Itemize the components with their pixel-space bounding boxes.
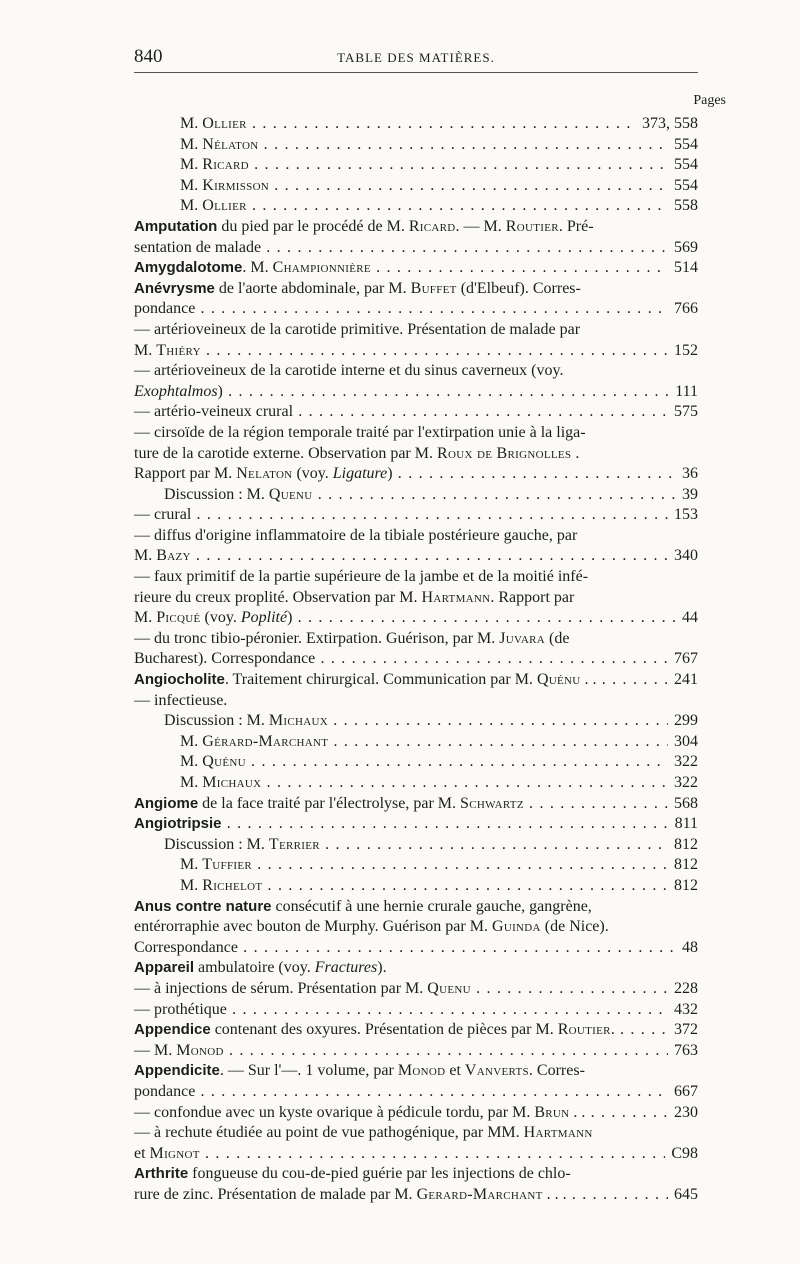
page-reference: 304 bbox=[668, 732, 698, 753]
author-name: Ollier bbox=[202, 197, 247, 215]
entry-text-segment: pondance bbox=[134, 1082, 196, 1100]
page-reference: 811 bbox=[669, 814, 698, 835]
page-reference: 812 bbox=[668, 855, 698, 876]
entry-keyword: Amygdalotome bbox=[134, 259, 243, 277]
entry-keyword: Angiotripsie bbox=[134, 815, 222, 833]
entry-text bbox=[134, 1145, 698, 1162]
entry-text-segment: ). bbox=[377, 959, 387, 977]
toc-entry bbox=[134, 1123, 698, 1144]
entry-text bbox=[134, 692, 227, 709]
entry-text-segment: — confondue avec un kyste ovarique à pédicule tordu, par M. bbox=[134, 1103, 535, 1121]
page-reference: 153 bbox=[668, 505, 698, 526]
entry-text bbox=[134, 218, 594, 235]
entry-text-segment: . Rapport par bbox=[490, 588, 575, 606]
page-reference: 228 bbox=[668, 979, 698, 1000]
toc-entry bbox=[134, 1020, 698, 1041]
page-reference: 48 bbox=[676, 938, 698, 959]
entry-text-segment: pondance bbox=[134, 300, 196, 318]
entry-text bbox=[180, 856, 698, 873]
toc-entry bbox=[134, 402, 698, 423]
entry-text-segment: M. bbox=[180, 856, 203, 874]
entry-text-segment: — artérioveineux de la carotide primitive. Présentation de malade par bbox=[134, 320, 581, 338]
toc-entry bbox=[134, 505, 698, 526]
entry-text bbox=[134, 239, 698, 256]
entry-text bbox=[134, 259, 698, 276]
entry-text bbox=[134, 939, 698, 956]
entry-text bbox=[134, 1042, 698, 1059]
entry-text bbox=[134, 1083, 698, 1100]
page-reference: 514 bbox=[668, 258, 698, 279]
toc-entry bbox=[134, 1082, 698, 1103]
entry-text-segment: . Traitement chirurgical. Communication par M. bbox=[224, 671, 537, 689]
toc-entry bbox=[134, 876, 698, 897]
author-name: Thiéry bbox=[156, 341, 201, 359]
entry-text bbox=[180, 156, 698, 173]
entry-text-segment: . Pré- bbox=[558, 217, 594, 235]
toc-entry bbox=[134, 217, 698, 238]
toc-entry bbox=[134, 691, 698, 712]
toc-entry bbox=[134, 670, 698, 691]
entry-text bbox=[180, 877, 698, 894]
author-name: Ricard bbox=[408, 217, 456, 235]
toc-entry bbox=[134, 546, 698, 567]
author-name: Quenu bbox=[268, 485, 313, 503]
author-name: Bazy bbox=[156, 547, 191, 565]
author-name: Guinda bbox=[491, 918, 541, 936]
toc-entry bbox=[134, 938, 698, 959]
author-name: Kirmisson bbox=[202, 176, 270, 194]
toc-entry bbox=[134, 1144, 698, 1165]
toc-entry bbox=[134, 835, 698, 856]
page-reference: 111 bbox=[669, 382, 698, 403]
toc-entry bbox=[134, 855, 698, 876]
page-reference: 554 bbox=[668, 155, 698, 176]
author-name: Vanverts bbox=[464, 1062, 529, 1080]
entry-text-segment: entérorraphie avec bouton de Murphy. Guérison par M. bbox=[134, 918, 492, 936]
entry-text-segment: M. bbox=[134, 341, 157, 359]
entry-text bbox=[134, 650, 698, 667]
table-of-contents bbox=[134, 114, 698, 1205]
entry-text-segment: . — Sur l'—. 1 volume, par bbox=[219, 1062, 398, 1080]
entry-text-segment: M. bbox=[180, 876, 203, 894]
entry-text bbox=[180, 197, 698, 214]
page-reference: 812 bbox=[668, 835, 698, 856]
toc-entry bbox=[134, 608, 698, 629]
toc-entry bbox=[134, 629, 698, 650]
entry-text-segment: — à injections de sérum. Présentation par M. bbox=[134, 979, 428, 997]
entry-text-segment: Fractures bbox=[314, 959, 378, 977]
author-name: Schwartz bbox=[460, 794, 524, 812]
page-reference: 554 bbox=[668, 176, 698, 197]
entry-text-segment: ambulatoire (voy. bbox=[194, 959, 315, 977]
page-reference: 645 bbox=[668, 1185, 698, 1206]
page-reference: 372 bbox=[668, 1020, 698, 1041]
author-name: Roux de Brignolles bbox=[436, 444, 572, 462]
entry-text-segment: — crural bbox=[134, 506, 192, 524]
entry-text-segment: (de bbox=[545, 629, 570, 647]
author-name: Championnière bbox=[272, 259, 371, 277]
page-reference: 340 bbox=[668, 546, 698, 567]
author-name: Nelaton bbox=[236, 465, 293, 483]
page-reference: 241 bbox=[668, 670, 698, 691]
entry-text-segment: (d'Elbeuf). Corres- bbox=[456, 279, 581, 297]
author-name: Brun bbox=[534, 1103, 570, 1121]
entry-text-segment: de la face traité par l'électrolyse, par M. bbox=[198, 794, 461, 812]
entry-text bbox=[134, 403, 698, 420]
entry-text bbox=[134, 568, 588, 585]
toc-entry bbox=[134, 711, 698, 732]
author-name: Hartmann bbox=[421, 588, 491, 606]
author-name: Monod bbox=[176, 1041, 224, 1059]
page-reference: 44 bbox=[676, 608, 698, 629]
entry-text-segment: (voy. bbox=[292, 465, 333, 483]
entry-text bbox=[134, 362, 563, 379]
entry-text-segment: M. bbox=[180, 774, 203, 791]
entry-text bbox=[134, 1062, 585, 1079]
entry-text bbox=[134, 918, 609, 935]
entry-text bbox=[134, 280, 581, 297]
entry-text-segment: consécutif à une hernie crurale gauche, gangrène, bbox=[271, 897, 592, 915]
author-name: Routier bbox=[505, 217, 559, 235]
entry-text bbox=[180, 136, 698, 153]
entry-text-segment: ) bbox=[387, 465, 393, 483]
toc-entry bbox=[134, 114, 698, 135]
toc-entry bbox=[134, 135, 698, 156]
entry-text bbox=[134, 630, 569, 647]
author-name: Gérard-Marchant bbox=[202, 732, 329, 750]
toc-entry bbox=[134, 423, 698, 444]
page-reference: 39 bbox=[676, 485, 698, 506]
toc-entry bbox=[134, 794, 698, 815]
toc-entry bbox=[134, 526, 698, 547]
entry-text-segment: — prothétique bbox=[134, 1000, 227, 1018]
entry-text bbox=[134, 589, 574, 606]
author-name: Hartmann bbox=[523, 1124, 593, 1142]
entry-text-segment: contenant des oxyures. Présentation de pièces par M. bbox=[210, 1021, 558, 1039]
entry-text-segment: M. bbox=[134, 609, 157, 627]
toc-entry bbox=[134, 1103, 698, 1124]
entry-text-segment: . . bbox=[569, 1103, 586, 1121]
entry-text-segment: . Corres- bbox=[528, 1062, 585, 1080]
toc-entry bbox=[134, 464, 698, 485]
entry-text-segment: rieure du creux proplité. Observation par M. bbox=[134, 588, 422, 606]
entry-keyword: Arthrite bbox=[134, 1165, 189, 1183]
entry-text bbox=[134, 465, 698, 482]
entry-keyword: Appendicite bbox=[134, 1062, 220, 1080]
toc-entry bbox=[134, 1000, 698, 1021]
entry-text-segment: Ligature bbox=[332, 465, 388, 483]
entry-text-segment: de l'aorte abdominale, par M. bbox=[214, 279, 411, 297]
entry-text bbox=[134, 671, 698, 688]
author-name: Quenu bbox=[427, 979, 471, 997]
toc-entry bbox=[134, 588, 698, 609]
page-reference: 667 bbox=[668, 1082, 698, 1103]
toc-entry bbox=[134, 1061, 698, 1082]
page-reference: C98 bbox=[665, 1144, 698, 1165]
toc-entry bbox=[134, 238, 698, 259]
entry-text-segment: M. bbox=[180, 753, 203, 771]
entry-text-segment: ) bbox=[217, 382, 223, 400]
entry-text-segment: du pied par le procédé de M. bbox=[217, 217, 409, 235]
page-reference: 299 bbox=[668, 711, 698, 732]
author-name: Quénu bbox=[202, 753, 246, 771]
entry-text-segment: Discussion : M. bbox=[164, 835, 269, 853]
entry-text bbox=[134, 795, 698, 812]
entry-text-segment: Correspondance bbox=[134, 938, 238, 956]
entry-text-segment: Discussion : M. bbox=[164, 485, 269, 503]
page-number: 840 bbox=[134, 46, 163, 67]
author-name: Quénu bbox=[536, 671, 581, 689]
author-name: Michaux bbox=[268, 712, 329, 730]
toc-entry bbox=[134, 382, 698, 403]
author-name: Picqué bbox=[156, 609, 201, 627]
toc-entry bbox=[134, 341, 698, 362]
entry-keyword: Angiome bbox=[134, 794, 199, 812]
toc-entry bbox=[134, 917, 698, 938]
entry-text-segment: — M. bbox=[134, 1041, 177, 1059]
toc-entry bbox=[134, 649, 698, 670]
entry-text bbox=[134, 609, 698, 626]
entry-text-segment: — artério-veineux crural bbox=[134, 403, 294, 421]
page-reference: 558 bbox=[668, 196, 698, 217]
entry-text-segment: ture de la carotide externe. Observation par M. bbox=[134, 444, 437, 462]
toc-entry bbox=[134, 732, 698, 753]
entry-text-segment: . . . bbox=[542, 1185, 567, 1203]
toc-entry bbox=[134, 567, 698, 588]
author-name: Buffet bbox=[410, 279, 457, 297]
entry-text-segment: . . bbox=[580, 671, 597, 689]
entry-text bbox=[134, 445, 579, 462]
entry-text-segment: — infectieuse. bbox=[134, 691, 228, 709]
page-reference: 554 bbox=[668, 135, 698, 156]
toc-entry bbox=[134, 320, 698, 341]
entry-text bbox=[134, 300, 698, 317]
entry-keyword: Appendice bbox=[134, 1021, 211, 1039]
author-name: Ricard bbox=[202, 156, 249, 174]
entry-text bbox=[134, 547, 698, 564]
toc-entry bbox=[134, 1041, 698, 1062]
entry-text-segment: . M. bbox=[242, 259, 273, 277]
entry-text-segment: — artérioveineux de la carotide interne et du sinus caverneux (voy. bbox=[134, 362, 564, 380]
entry-text bbox=[180, 774, 698, 791]
toc-entry bbox=[134, 258, 698, 279]
entry-text-segment: (de Nice). bbox=[540, 918, 609, 936]
entry-text-segment: — faux primitif de la partie supérieure de la jambe et de la moitié infé- bbox=[134, 568, 589, 586]
entry-text-segment: . bbox=[610, 1021, 615, 1039]
toc-entry bbox=[134, 979, 698, 1000]
entry-text-segment: M. bbox=[180, 732, 203, 750]
toc-entry bbox=[134, 444, 698, 465]
page-reference: 812 bbox=[668, 876, 698, 897]
entry-text-segment: . bbox=[571, 444, 580, 462]
entry-text-segment: — à rechute étudiée au point de vue pathogénique, par MM. bbox=[134, 1124, 524, 1142]
page-reference: 432 bbox=[668, 1000, 698, 1021]
entry-text-segment: — du tronc tibio-péronier. Extirpation. Guérison, par M. bbox=[134, 629, 500, 647]
entry-keyword: Anus contre nature bbox=[134, 897, 272, 915]
entry-keyword: Anévrysme bbox=[134, 279, 215, 297]
entry-keyword: Appareil bbox=[134, 959, 195, 977]
entry-keyword: Angiocholite bbox=[134, 671, 225, 689]
author-name: Nélaton bbox=[202, 135, 259, 153]
entry-text-segment: Rapport par M. bbox=[134, 465, 237, 483]
page-reference: 36 bbox=[676, 464, 698, 485]
entry-text-segment: M. bbox=[180, 156, 203, 174]
page-reference: 766 bbox=[668, 299, 698, 320]
entry-text-segment: M. bbox=[180, 115, 203, 132]
entry-text bbox=[164, 486, 698, 503]
entry-text bbox=[134, 1186, 698, 1203]
entry-text bbox=[134, 1001, 698, 1018]
entry-text-segment: — diffus d'origine inflammatoire de la tibiale postérieure gauche, par bbox=[134, 526, 578, 544]
toc-entry bbox=[134, 958, 698, 979]
entry-text bbox=[134, 342, 698, 359]
entry-text-segment: sentation de malade bbox=[134, 238, 262, 256]
entry-text bbox=[180, 753, 698, 770]
author-name: Richelot bbox=[202, 876, 263, 894]
author-name: Juvara bbox=[499, 629, 545, 647]
entry-text bbox=[134, 383, 698, 400]
page-reference: 230 bbox=[668, 1103, 698, 1124]
toc-entry bbox=[134, 299, 698, 320]
author-name: Monod bbox=[397, 1062, 446, 1080]
entry-text bbox=[164, 836, 698, 853]
entry-text bbox=[134, 527, 577, 544]
entry-text-segment: — cirsoïde de la région temporale traité par l'extirpation unie à la liga- bbox=[134, 423, 586, 441]
entry-text-segment: M. bbox=[134, 547, 157, 565]
toc-entry bbox=[134, 176, 698, 197]
entry-text bbox=[134, 898, 592, 915]
entry-text-segment: et bbox=[134, 1144, 150, 1162]
entry-text bbox=[134, 815, 698, 832]
page-header bbox=[134, 40, 698, 73]
toc-entry bbox=[134, 814, 698, 835]
page-reference: 569 bbox=[668, 238, 698, 259]
page-reference: 568 bbox=[668, 794, 698, 815]
page-reference: 152 bbox=[668, 341, 698, 362]
entry-text-segment: Exophtalmos bbox=[134, 382, 218, 400]
entry-text-segment: Bucharest). Correspondance bbox=[134, 650, 316, 668]
author-name: Tuffier bbox=[202, 856, 253, 874]
entry-text bbox=[180, 115, 698, 132]
entry-text bbox=[180, 733, 698, 750]
toc-entry bbox=[134, 485, 698, 506]
page-reference: 322 bbox=[668, 752, 698, 773]
toc-entry bbox=[134, 155, 698, 176]
toc-entry bbox=[134, 279, 698, 300]
page-reference: 322 bbox=[668, 773, 698, 794]
running-title: TABLE DES MATIÈRES. bbox=[337, 50, 495, 65]
entry-text-segment: . — M. bbox=[455, 217, 506, 235]
entry-text-segment: ) bbox=[287, 609, 293, 627]
entry-text bbox=[134, 980, 698, 997]
page-reference: 763 bbox=[668, 1041, 698, 1062]
entry-text bbox=[134, 506, 698, 523]
entry-text bbox=[134, 1104, 698, 1121]
entry-text bbox=[134, 424, 586, 441]
entry-text bbox=[134, 959, 387, 976]
author-name: Terrier bbox=[268, 835, 320, 853]
entry-text-segment: et bbox=[445, 1062, 465, 1080]
toc-entry bbox=[134, 361, 698, 382]
entry-text-segment: (voy. bbox=[200, 609, 241, 627]
toc-entry bbox=[134, 1164, 698, 1185]
author-name: Mignot bbox=[149, 1144, 200, 1162]
entry-text-segment: M. bbox=[180, 176, 203, 194]
entry-text-segment: fongueuse du cou-de-pied guérie par les injections de chlo- bbox=[188, 1165, 571, 1183]
toc-entry bbox=[134, 752, 698, 773]
entry-text-segment: M. bbox=[180, 197, 203, 215]
author-name: Michaux bbox=[202, 774, 262, 791]
toc-entry bbox=[134, 773, 698, 794]
entry-text-segment: Discussion : M. bbox=[164, 712, 269, 730]
toc-entry bbox=[134, 196, 698, 217]
toc-entry bbox=[134, 897, 698, 918]
page-reference: 767 bbox=[668, 649, 698, 670]
entry-text-segment: M. bbox=[180, 135, 203, 153]
page-reference: 373, 558 bbox=[636, 114, 698, 135]
pages-column-label: Pages bbox=[693, 93, 726, 108]
entry-text bbox=[134, 1124, 593, 1141]
entry-text-segment: Poplité bbox=[240, 609, 288, 627]
entry-text bbox=[180, 177, 698, 194]
entry-text bbox=[134, 1165, 571, 1182]
entry-text bbox=[164, 712, 698, 729]
entry-text-segment: rure de zinc. Présentation de malade par M. bbox=[134, 1185, 417, 1203]
entry-text bbox=[134, 321, 580, 338]
toc-entry bbox=[134, 1185, 698, 1206]
author-name: Ollier bbox=[202, 115, 247, 132]
author-name: Gerard-Marchant bbox=[416, 1185, 543, 1203]
entry-keyword: Amputation bbox=[134, 217, 218, 235]
page-reference: 575 bbox=[668, 402, 698, 423]
entry-text bbox=[134, 1021, 698, 1038]
author-name: Routier bbox=[557, 1021, 611, 1039]
